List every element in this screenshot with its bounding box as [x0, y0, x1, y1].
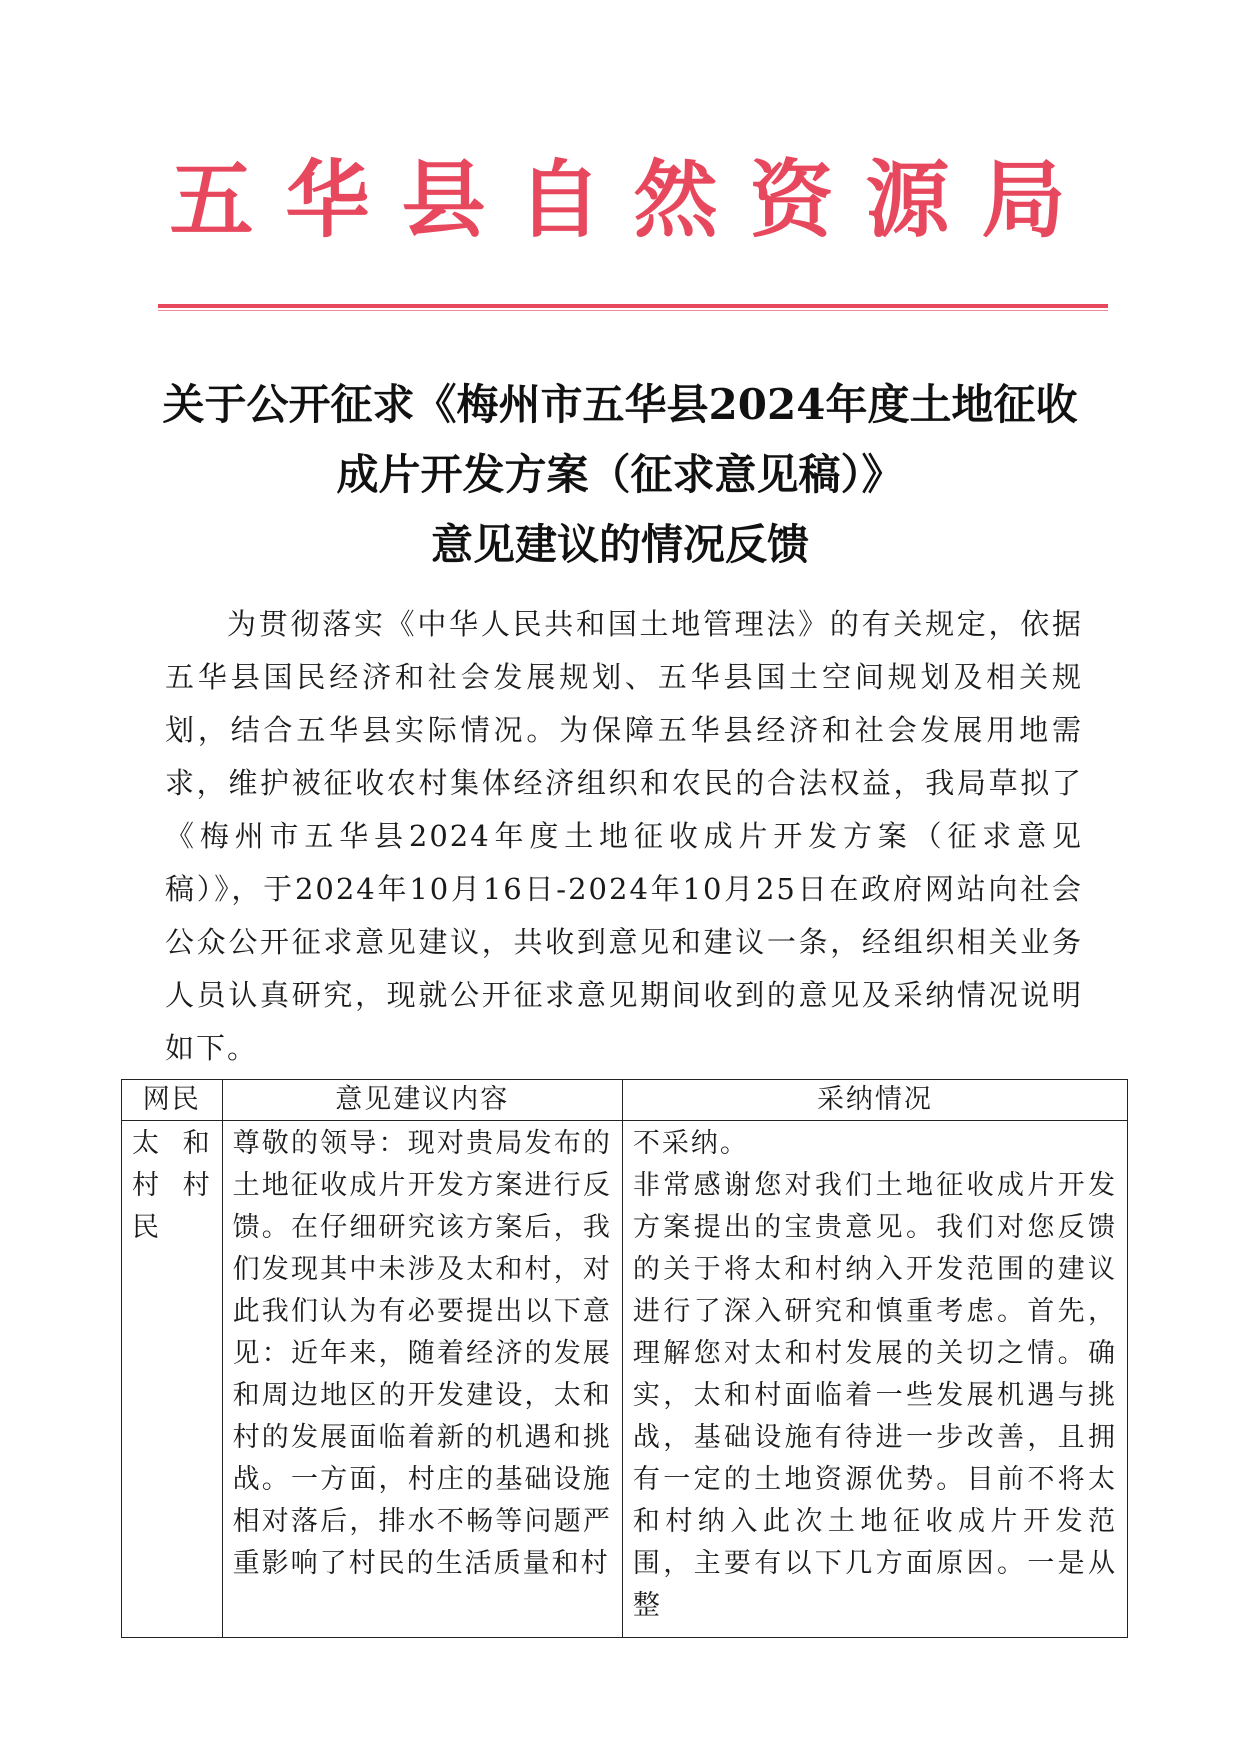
cell-suggestion: 尊敬的领导：现对贵局发布的土地征收成片开发方案进行反馈。在仔细研究该方案后，我们发现其中未涉及太和村，对此我们认为有必要提出以下意见：近年来，随着经济的发展和周边地区的开发建设，太和村的发展面临着新的机遇和挑战。一方面，村庄的基础设施相对落后，排水不畅等问题严重影响了村民的生活质量和村 [222, 1121, 622, 1638]
adoption-response: 非常感谢您对我们土地征收成片开发方案提出的宝贵意见。我们对您反馈的关于将太和村纳入开发范围的建议进行了深入研究和慎重考虑。首先，理解您对太和村发展的关切之情。确实，太和村面临着一些发展机遇与挑战，基础设施有待进一步改善，且拥有一定的土地资源优势。目前不将太和村纳入此次土地征收成片开发范围，主要有以下几方面原因。一是从整 [632, 1170, 1117, 1621]
letterhead-org-name: 五华县自然资源局 [169, 151, 1098, 249]
body-text [165, 598, 1083, 1075]
adoption-status: 不采纳。 [632, 1128, 749, 1159]
table-row [122, 1121, 1128, 1638]
header-adoption: 采纳情况 [622, 1080, 1127, 1121]
header-suggestion: 意见建议内容 [222, 1080, 622, 1121]
cell-netizen: 太和村村民 [122, 1121, 223, 1638]
title-line-2: 成片开发方案（征求意见稿）》 [336, 450, 904, 499]
header-netizen: 网民 [122, 1080, 223, 1121]
feedback-table [121, 1079, 1128, 1638]
title-line-3: 意见建议的情况反馈 [430, 520, 809, 569]
table-header-row [122, 1080, 1128, 1121]
document-title [150, 370, 1090, 580]
cell-adoption [622, 1121, 1127, 1638]
letterhead-red-rule-thin [158, 310, 1108, 311]
body-paragraph: 为贯彻落实《中华人民共和国土地管理法》的有关规定，依据五华县国民经济和社会发展规划、五华县国土空间规划及相关规划，结合五华县实际情况。为保障五华县经济和社会发展用地需求，维护被征收农村集体经济组织和农民的合法权益，我局草拟了《梅州市五华县2024年度土地征收成片开发方案（征求意见稿）》，于2024年10月16日-2024年10月25日在政府网站向社会公众公开征求意见建议，共收到意见和建议一条，经组织相关业务人员认真研究，现就公开征求意见期间收到的意见及采纳情况说明如下。 [165, 607, 1083, 1065]
title-line-1: 关于公开征求《梅州市五华县2024年度土地征收 [162, 380, 1078, 429]
letterhead-red-rule [158, 304, 1108, 308]
